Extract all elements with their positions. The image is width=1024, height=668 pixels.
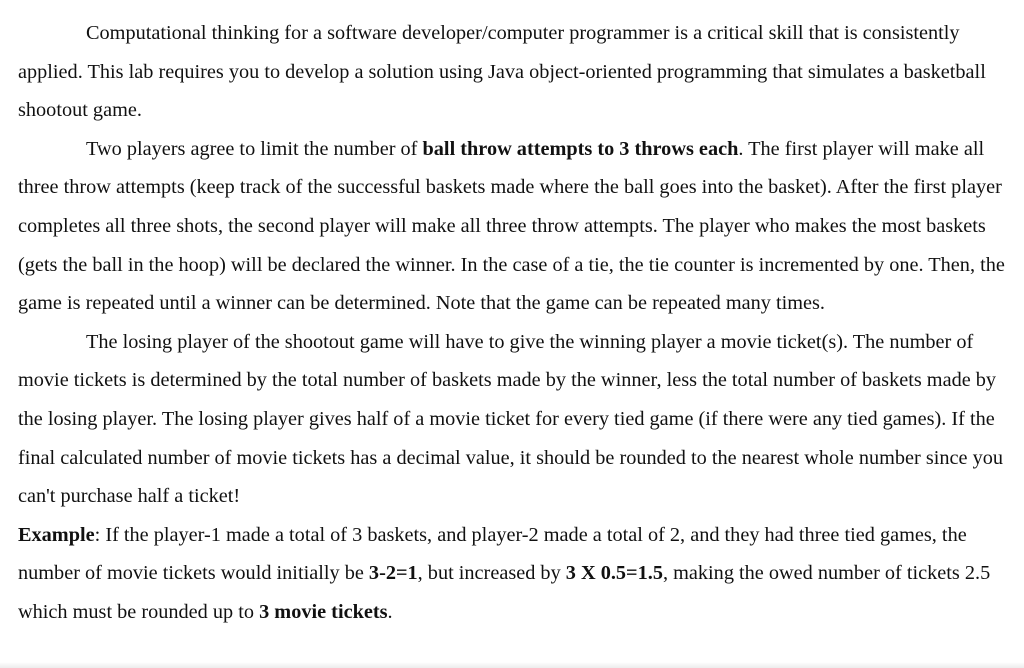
tickets-paragraph (18, 323, 1014, 516)
example-calc-2: 3 X 0.5=1.5 (565, 562, 663, 585)
example-calc-1: 3-2=1 (368, 562, 418, 585)
tickets-text: The losing player of the shootout game will have to give the winning player a movie ticket(s). The number of movie tickets is determined by the total number of baskets made by the winner, less the total number of baskets made by the losing player. The losing player gives half of a movie ticket for every tied game (if there were any tied games). If the final calculated number of movie tickets has a decimal value, it should be rounded to the nearest whole number since you can't purchase half a ticket! (18, 330, 1004, 508)
intro-text: Computational thinking for a software developer/computer programmer is a critical skill that is consistently applied. This lab requires you to develop a solution using Java object-oriented programming that simulates a basketball shootout game. (18, 22, 986, 122)
rules-emphasis: ball throw attempts to 3 throws each (422, 137, 739, 160)
example-result: 3 movie tickets (259, 600, 388, 623)
rules-text-rest: . The first player will make all three throw attempts (keep track of the successful baskets made where the ball goes into the basket). After the first player completes all three shots, the second player will make all three throw attempts. The player who makes the most baskets (gets the ball in the hoop) will be declared the winner. In the case of a tie, the tie counter is incremented by one. Then, the game is repeated until a winner can be determined. Note that the game can be repeated many times. (18, 137, 1005, 315)
example-text-1: : If the player-1 made a total of 3 baskets, and player-2 made a total of 2, and they had three tied games, the number of movie tickets would initially be (18, 523, 967, 585)
page-bottom-edge (0, 662, 1024, 668)
example-label: Example (18, 523, 95, 546)
example-paragraph (18, 516, 1014, 632)
example-text-2: , but increased by (417, 562, 566, 585)
rules-text-start: Two players agree to limit the number of (86, 137, 423, 160)
example-text-3: , making the owed number of tickets 2.5 which must be rounded up to (18, 562, 991, 623)
intro-paragraph (18, 14, 1014, 130)
rules-paragraph (18, 130, 1014, 323)
example-text-4: . (387, 600, 393, 623)
